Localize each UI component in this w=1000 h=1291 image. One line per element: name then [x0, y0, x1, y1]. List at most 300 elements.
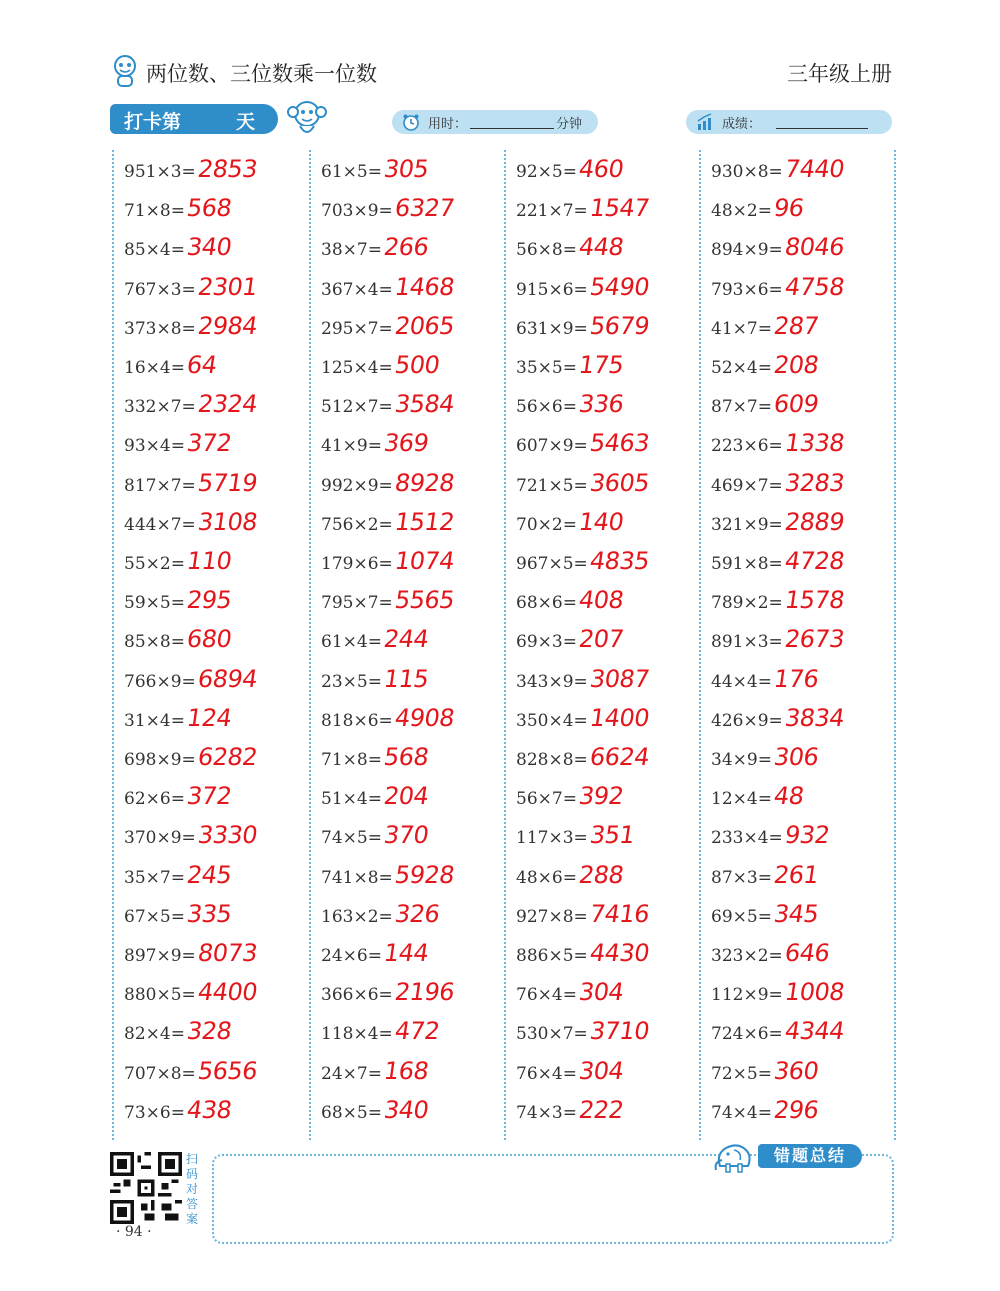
exercise-row [516, 662, 702, 701]
exercise-row [711, 348, 897, 387]
exercise-question: 927×8= [516, 906, 588, 927]
exercise-row [124, 1093, 310, 1132]
exercise-row [516, 426, 702, 465]
exercise-question: 56×7= [516, 789, 577, 810]
exercise-row [516, 1014, 702, 1053]
handwritten-answer: 3710 [588, 1017, 652, 1046]
handwritten-answer: 3330 [196, 821, 260, 850]
exercise-row [711, 230, 897, 269]
page-title: 两位数、三位数乘一位数 [146, 62, 377, 86]
exercise-row [124, 309, 310, 348]
exercise-question: 24×7= [321, 1063, 382, 1084]
handwritten-answer: 1074 [393, 547, 457, 575]
exercise-row [124, 662, 310, 701]
exercise-question: 69×5= [711, 906, 772, 927]
handwritten-answer: 204 [382, 782, 431, 811]
exercise-grid [112, 150, 896, 1140]
exercise-question: 367×4= [321, 279, 393, 300]
exercise-row [711, 466, 897, 505]
handwritten-answer: 646 [783, 939, 832, 967]
exercise-question: 828×8= [516, 750, 588, 770]
exercise-row [516, 348, 702, 387]
handwritten-answer: 2673 [783, 625, 847, 654]
exercise-question: 76×4= [516, 1063, 577, 1084]
exercise-question: 44×4= [711, 671, 772, 692]
exercise-row [321, 740, 507, 779]
checkin-suffix: 天 [236, 111, 256, 133]
exercise-row [321, 818, 507, 857]
exercise-question: 34×9= [711, 750, 772, 770]
handwritten-answer: 96 [772, 194, 806, 223]
exercise-question: 373×8= [124, 318, 196, 339]
handwritten-answer: 1512 [393, 507, 457, 536]
exercise-row [711, 897, 897, 936]
handwritten-answer: 6894 [196, 664, 260, 693]
exercise-question: 41×9= [321, 436, 382, 457]
exercise-row [516, 466, 702, 505]
exercise-question: 789×2= [711, 593, 783, 614]
exercise-row [124, 897, 310, 936]
handwritten-answer: 340 [382, 1095, 431, 1124]
handwritten-answer: 336 [577, 390, 626, 419]
exercise-row [321, 622, 507, 661]
exercise-row [124, 152, 310, 191]
handwritten-answer: 3605 [588, 468, 652, 497]
exercise-row [321, 701, 507, 740]
exercise-question: 59×5= [124, 593, 185, 614]
handwritten-answer: 2984 [196, 311, 260, 340]
exercise-question: 56×8= [516, 240, 577, 261]
exercise-question: 530×7= [516, 1024, 588, 1045]
handwritten-answer: 2196 [393, 978, 457, 1007]
handwritten-answer: 351 [588, 821, 637, 850]
handwritten-answer: 1578 [783, 586, 847, 615]
exercise-question: 35×7= [124, 867, 185, 888]
exercise-column [114, 150, 308, 1140]
handwritten-answer: 245 [185, 860, 234, 889]
exercise-question: 68×6= [516, 593, 577, 614]
handwritten-answer: 3108 [196, 507, 260, 536]
handwritten-answer: 5679 [588, 311, 652, 340]
handwritten-answer: 326 [393, 899, 442, 928]
exercise-question: 323×2= [711, 946, 783, 966]
handwritten-answer: 4728 [783, 547, 847, 575]
exercise-question: 71×8= [124, 201, 185, 222]
exercise-row [321, 1014, 507, 1053]
exercise-question: 117×3= [516, 828, 588, 849]
exercise-row [516, 270, 702, 309]
handwritten-answer: 266 [382, 233, 431, 262]
exercise-question: 56×6= [516, 397, 577, 418]
exercise-row [711, 1054, 897, 1093]
exercise-question: 698×9= [124, 750, 196, 770]
exercise-question: 707×8= [124, 1063, 196, 1084]
handwritten-answer: 244 [382, 625, 431, 654]
handwritten-answer: 140 [577, 507, 626, 536]
exercise-row [321, 152, 507, 191]
handwritten-answer: 295 [185, 586, 234, 615]
elephant-icon [712, 1140, 756, 1174]
handwritten-answer: 5656 [196, 1056, 260, 1085]
exercise-question: 82×4= [124, 1024, 185, 1045]
exercise-question: 426×9= [711, 710, 783, 731]
handwritten-answer: 296 [772, 1095, 821, 1124]
exercise-row [321, 191, 507, 230]
exercise-row [124, 779, 310, 818]
exercise-row [124, 544, 310, 583]
exercise-question: 880×5= [124, 985, 196, 1006]
exercise-row [516, 152, 702, 191]
exercise-question: 85×8= [124, 632, 185, 653]
exercise-question: 607×9= [516, 436, 588, 457]
exercise-row [516, 387, 702, 426]
exercise-row [516, 858, 702, 897]
handwritten-answer: 7416 [588, 899, 652, 928]
exercise-row [516, 309, 702, 348]
exercise-question: 721×5= [516, 475, 588, 496]
exercise-row [711, 740, 897, 779]
exercise-question: 61×4= [321, 632, 382, 653]
exercise-question: 23×5= [321, 671, 382, 692]
handwritten-answer: 144 [382, 939, 431, 967]
exercise-question: 444×7= [124, 514, 196, 535]
clock-icon [402, 113, 420, 131]
exercise-row [124, 191, 310, 230]
exercise-row [124, 348, 310, 387]
exercise-question: 48×6= [516, 867, 577, 888]
exercise-row [124, 505, 310, 544]
exercise-row [711, 975, 897, 1014]
exercise-question: 631×9= [516, 318, 588, 339]
exercise-question: 38×7= [321, 240, 382, 261]
exercise-row [516, 505, 702, 544]
exercise-row [321, 858, 507, 897]
handwritten-answer: 222 [577, 1095, 626, 1124]
exercise-question: 118×4= [321, 1024, 393, 1045]
exercise-question: 724×6= [711, 1024, 783, 1045]
exercise-row [711, 191, 897, 230]
handwritten-answer: 932 [783, 821, 832, 850]
page-footer [110, 1142, 892, 1252]
exercise-question: 332×7= [124, 397, 196, 418]
handwritten-answer: 568 [185, 194, 234, 223]
handwritten-answer: 609 [772, 390, 821, 419]
exercise-row [321, 662, 507, 701]
exercise-question: 87×3= [711, 867, 772, 888]
exercise-row [321, 897, 507, 936]
exercise-question: 930×8= [711, 162, 783, 182]
exercise-row [124, 230, 310, 269]
handwritten-answer: 4835 [588, 547, 652, 575]
exercise-row [321, 426, 507, 465]
exercise-row [711, 544, 897, 583]
exercise-question: 74×5= [321, 828, 382, 849]
handwritten-answer: 328 [185, 1017, 234, 1046]
handwritten-answer: 304 [577, 978, 626, 1007]
qr-code-icon[interactable] [110, 1152, 182, 1224]
handwritten-answer: 110 [185, 547, 234, 575]
handwritten-answer: 370 [382, 821, 431, 850]
score-field [686, 110, 892, 134]
handwritten-answer: 1008 [783, 978, 847, 1007]
mascot-icon [110, 54, 140, 88]
exercise-question: 795×7= [321, 593, 393, 614]
bar-chart-icon [696, 113, 714, 131]
time-label: 用时： [428, 117, 468, 132]
exercise-question: 31×4= [124, 710, 185, 731]
exercise-question: 366×6= [321, 985, 393, 1006]
handwritten-answer: 2324 [196, 390, 260, 419]
exercise-row [516, 230, 702, 269]
handwritten-answer: 124 [185, 703, 234, 732]
handwritten-answer: 2889 [783, 507, 847, 536]
handwritten-answer: 372 [185, 429, 234, 458]
exercise-row [711, 1093, 897, 1132]
exercise-row [516, 975, 702, 1014]
exercise-row [321, 779, 507, 818]
time-unit: 分钟 [556, 117, 583, 132]
monkey-icon [282, 96, 332, 140]
handwritten-answer: 4400 [196, 978, 260, 1007]
exercise-row [321, 466, 507, 505]
exercise-row [321, 1054, 507, 1093]
handwritten-answer: 306 [772, 743, 821, 771]
handwritten-answer: 2853 [196, 155, 260, 183]
exercise-question: 321×9= [711, 514, 783, 535]
handwritten-answer: 1468 [393, 272, 457, 301]
handwritten-answer: 3087 [588, 664, 652, 693]
exercise-question: 16×4= [124, 358, 185, 378]
exercise-question: 24×6= [321, 946, 382, 966]
exercise-row [711, 152, 897, 191]
exercise-question: 223×6= [711, 436, 783, 457]
exercise-question: 71×8= [321, 750, 382, 770]
scan-answer-label: 扫码对答案 [186, 1152, 199, 1226]
exercise-question: 92×5= [516, 162, 577, 182]
handwritten-answer: 360 [772, 1056, 821, 1085]
exercise-question: 12×4= [711, 789, 772, 810]
handwritten-answer: 287 [772, 311, 821, 340]
exercise-question: 87×7= [711, 397, 772, 418]
exercise-question: 72×5= [711, 1063, 772, 1084]
exercise-question: 469×7= [711, 475, 783, 496]
exercise-question: 951×3= [124, 162, 196, 182]
handwritten-answer: 288 [577, 860, 626, 889]
exercise-question: 233×4= [711, 828, 783, 849]
handwritten-answer: 438 [185, 1095, 234, 1124]
handwritten-answer: 500 [393, 351, 442, 379]
exercise-row [711, 779, 897, 818]
exercise-row [516, 1093, 702, 1132]
exercise-question: 766×9= [124, 671, 196, 692]
exercise-question: 793×6= [711, 279, 783, 300]
exercise-question: 894×9= [711, 240, 783, 261]
exercise-question: 897×9= [124, 946, 196, 966]
exercise-row [711, 505, 897, 544]
handwritten-answer: 4758 [783, 272, 847, 301]
exercise-row [711, 622, 897, 661]
handwritten-answer: 369 [382, 429, 431, 458]
exercise-row [124, 740, 310, 779]
handwritten-answer: 448 [577, 233, 626, 262]
error-summary-label: 错题总结 [758, 1144, 862, 1168]
exercise-question: 112×9= [711, 985, 783, 1006]
exercise-question: 886×5= [516, 946, 588, 966]
handwritten-answer: 3834 [783, 703, 847, 732]
exercise-row [516, 897, 702, 936]
info-bar [110, 100, 892, 140]
handwritten-answer: 460 [577, 155, 626, 183]
exercise-row [711, 387, 897, 426]
exercise-question: 915×6= [516, 279, 588, 300]
handwritten-answer: 48 [772, 782, 806, 811]
handwritten-answer: 392 [577, 782, 626, 811]
exercise-question: 343×9= [516, 671, 588, 692]
exercise-row [321, 387, 507, 426]
exercise-question: 295×7= [321, 318, 393, 339]
exercise-question: 370×9= [124, 828, 196, 849]
handwritten-answer: 4344 [783, 1017, 847, 1046]
exercise-question: 179×6= [321, 554, 393, 574]
handwritten-answer: 175 [577, 351, 626, 379]
exercise-question: 891×3= [711, 632, 783, 653]
exercise-row [516, 818, 702, 857]
handwritten-answer: 4430 [588, 939, 652, 967]
handwritten-answer: 208 [772, 351, 821, 379]
exercise-question: 591×8= [711, 554, 783, 574]
exercise-row [124, 936, 310, 975]
exercise-row [321, 505, 507, 544]
exercise-question: 93×4= [124, 436, 185, 457]
exercise-row [516, 191, 702, 230]
exercise-row [711, 1014, 897, 1053]
exercise-row [124, 858, 310, 897]
grade-label: 三年级上册 [787, 62, 892, 86]
handwritten-answer: 5565 [393, 586, 457, 615]
handwritten-answer: 176 [772, 664, 821, 693]
exercise-row [124, 975, 310, 1014]
exercise-row [124, 701, 310, 740]
exercise-row [516, 622, 702, 661]
handwritten-answer: 3584 [393, 390, 457, 419]
exercise-question: 818×6= [321, 710, 393, 731]
handwritten-answer: 64 [185, 351, 219, 379]
exercise-row [711, 662, 897, 701]
exercise-column [504, 150, 700, 1140]
score-blank[interactable] [776, 128, 868, 129]
handwritten-answer: 340 [185, 233, 234, 262]
exercise-column [309, 150, 505, 1140]
handwritten-answer: 5928 [393, 860, 457, 889]
exercise-row [321, 348, 507, 387]
exercise-question: 35×5= [516, 358, 577, 378]
exercise-row [124, 270, 310, 309]
handwritten-answer: 5490 [588, 272, 652, 301]
handwritten-answer: 345 [772, 899, 821, 928]
exercise-row [321, 583, 507, 622]
exercise-row [516, 779, 702, 818]
page-header [110, 52, 892, 96]
handwritten-answer: 8046 [783, 233, 847, 262]
exercise-row [124, 622, 310, 661]
exercise-row [516, 544, 702, 583]
exercise-row [124, 426, 310, 465]
checkin-prefix: 打卡第 [124, 111, 182, 133]
exercise-row [711, 426, 897, 465]
handwritten-answer: 115 [382, 664, 431, 693]
exercise-question: 756×2= [321, 514, 393, 535]
exercise-question: 62×6= [124, 789, 185, 810]
handwritten-answer: 6282 [196, 743, 260, 771]
exercise-row [124, 466, 310, 505]
handwritten-answer: 408 [577, 586, 626, 615]
handwritten-answer: 168 [382, 1056, 431, 1085]
exercise-question: 74×3= [516, 1102, 577, 1123]
exercise-row [124, 818, 310, 857]
exercise-row [711, 270, 897, 309]
exercise-question: 350×4= [516, 710, 588, 731]
handwritten-answer: 207 [577, 625, 626, 654]
exercise-question: 67×5= [124, 906, 185, 927]
exercise-row [124, 1014, 310, 1053]
exercise-question: 817×7= [124, 475, 196, 496]
exercise-row [516, 740, 702, 779]
exercise-question: 703×9= [321, 201, 393, 222]
exercise-row [711, 309, 897, 348]
exercise-row [711, 936, 897, 975]
exercise-row [516, 936, 702, 975]
handwritten-answer: 304 [577, 1056, 626, 1085]
handwritten-answer: 3283 [783, 468, 847, 497]
handwritten-answer: 5463 [588, 429, 652, 458]
handwritten-answer: 7440 [783, 155, 847, 183]
exercise-row [321, 975, 507, 1014]
exercise-row [124, 1054, 310, 1093]
exercise-row [321, 309, 507, 348]
exercise-row [321, 270, 507, 309]
exercise-question: 48×2= [711, 201, 772, 222]
exercise-question: 741×8= [321, 867, 393, 888]
time-blank[interactable] [470, 128, 554, 129]
exercise-question: 68×5= [321, 1102, 382, 1123]
exercise-row [711, 583, 897, 622]
handwritten-answer: 305 [382, 155, 431, 183]
handwritten-answer: 4908 [393, 703, 457, 732]
exercise-row [711, 818, 897, 857]
exercise-row [516, 1054, 702, 1093]
checkin-badge [110, 104, 278, 134]
exercise-question: 69×3= [516, 632, 577, 653]
exercise-row [321, 544, 507, 583]
exercise-question: 55×2= [124, 554, 185, 574]
exercise-question: 76×4= [516, 985, 577, 1006]
handwritten-answer: 261 [772, 860, 821, 889]
page-number: · 94 · [116, 1224, 152, 1240]
exercise-row [124, 387, 310, 426]
score-label: 成绩： [722, 117, 762, 132]
handwritten-answer: 1338 [783, 429, 847, 458]
error-summary-tag [712, 1140, 860, 1174]
exercise-question: 163×2= [321, 906, 393, 927]
handwritten-answer: 2065 [393, 311, 457, 340]
exercise-column [699, 150, 895, 1140]
exercise-question: 61×5= [321, 162, 382, 182]
exercise-question: 73×6= [124, 1102, 185, 1123]
exercise-row [516, 583, 702, 622]
exercise-row [711, 701, 897, 740]
handwritten-answer: 680 [185, 625, 234, 654]
exercise-question: 85×4= [124, 240, 185, 261]
